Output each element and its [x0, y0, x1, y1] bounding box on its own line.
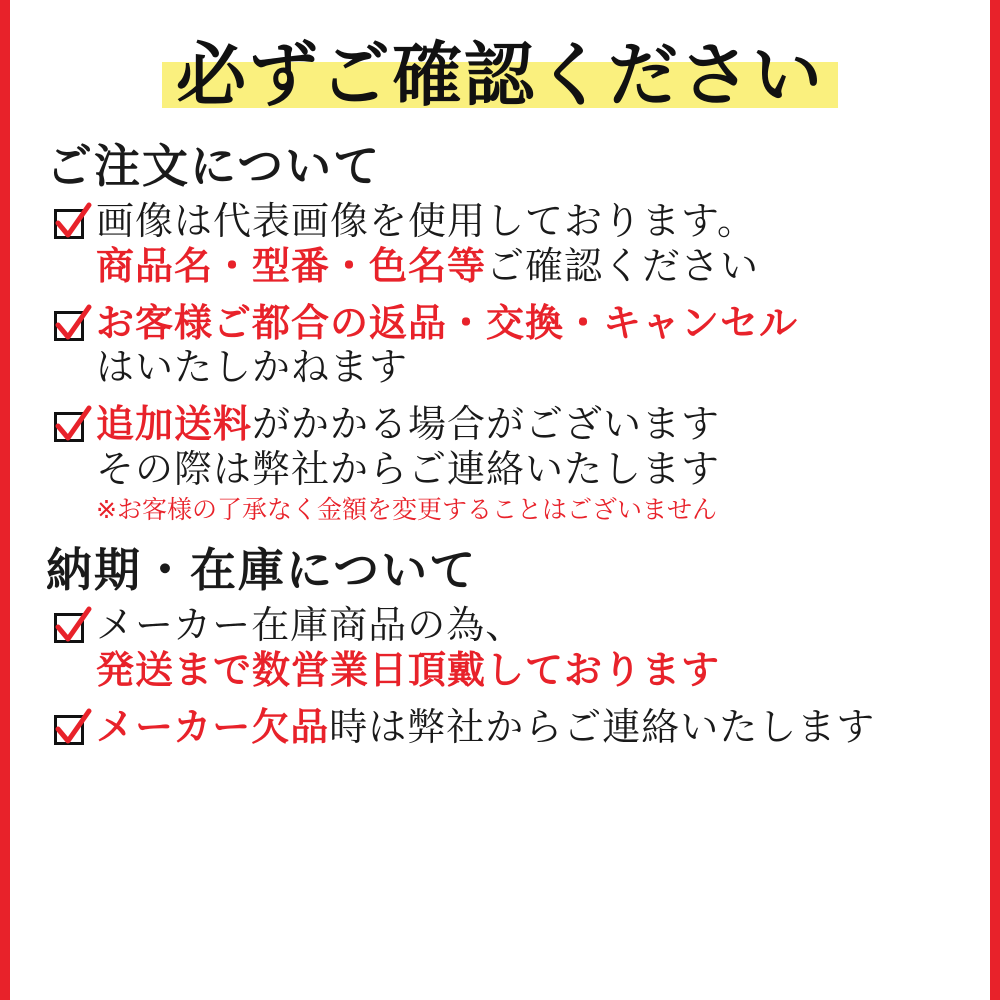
list-item [52, 402, 990, 526]
list-item [52, 199, 990, 289]
check-box-icon [52, 307, 90, 345]
notice-content [10, 0, 990, 1000]
section-heading-order: ご注文について [46, 139, 382, 193]
left-red-border [0, 0, 10, 1000]
list-item-lines [96, 301, 990, 391]
check-box-icon [52, 205, 90, 243]
section-order [10, 140, 990, 526]
list-item-line: はいたしかねます [96, 345, 409, 390]
list-item-line: お客様ご都合の返品・交換・キャンセル [96, 300, 799, 345]
list-item [52, 301, 990, 391]
section-delivery [10, 544, 990, 749]
check-box-icon [52, 609, 90, 647]
list-item-line: 発送まで数営業日頂戴しております [96, 648, 721, 693]
list-item [52, 705, 990, 750]
emphasis-text: 追加送料 [96, 402, 253, 447]
list-item-line: 画像は代表画像を使用しております。 [96, 198, 756, 243]
list-item-lines [96, 603, 990, 693]
list-item-line [96, 705, 990, 750]
list-item-lines [96, 402, 990, 526]
plain-text: ご確認ください [486, 243, 760, 288]
list-item-line: その際は弊社からご連絡いたします [96, 447, 721, 492]
section-heading-delivery: 納期・在庫について [46, 543, 478, 598]
list-item-lines [96, 199, 990, 289]
list-item-line [96, 402, 990, 447]
list-item [52, 603, 990, 693]
list-item-note: ※お客様の了承なく金額を変更することはございません [96, 494, 717, 524]
emphasis-text: 商品名・型番・色名等 [96, 243, 487, 288]
list-item-line [96, 244, 990, 289]
emphasis-text: メーカー欠品 [96, 704, 330, 749]
right-red-border [990, 0, 1000, 1000]
page-title [162, 34, 838, 120]
title-container [10, 34, 990, 130]
list-item-line: メーカー在庫商品の為、 [96, 603, 525, 648]
check-box-icon [52, 711, 90, 749]
plain-text: 時は弊社からご連絡いたします [329, 704, 876, 749]
list-item-lines [96, 705, 990, 750]
check-box-icon [52, 408, 90, 446]
plain-text: がかかる場合がございます [252, 402, 721, 447]
title-text: 必ずご確認ください [176, 34, 824, 116]
